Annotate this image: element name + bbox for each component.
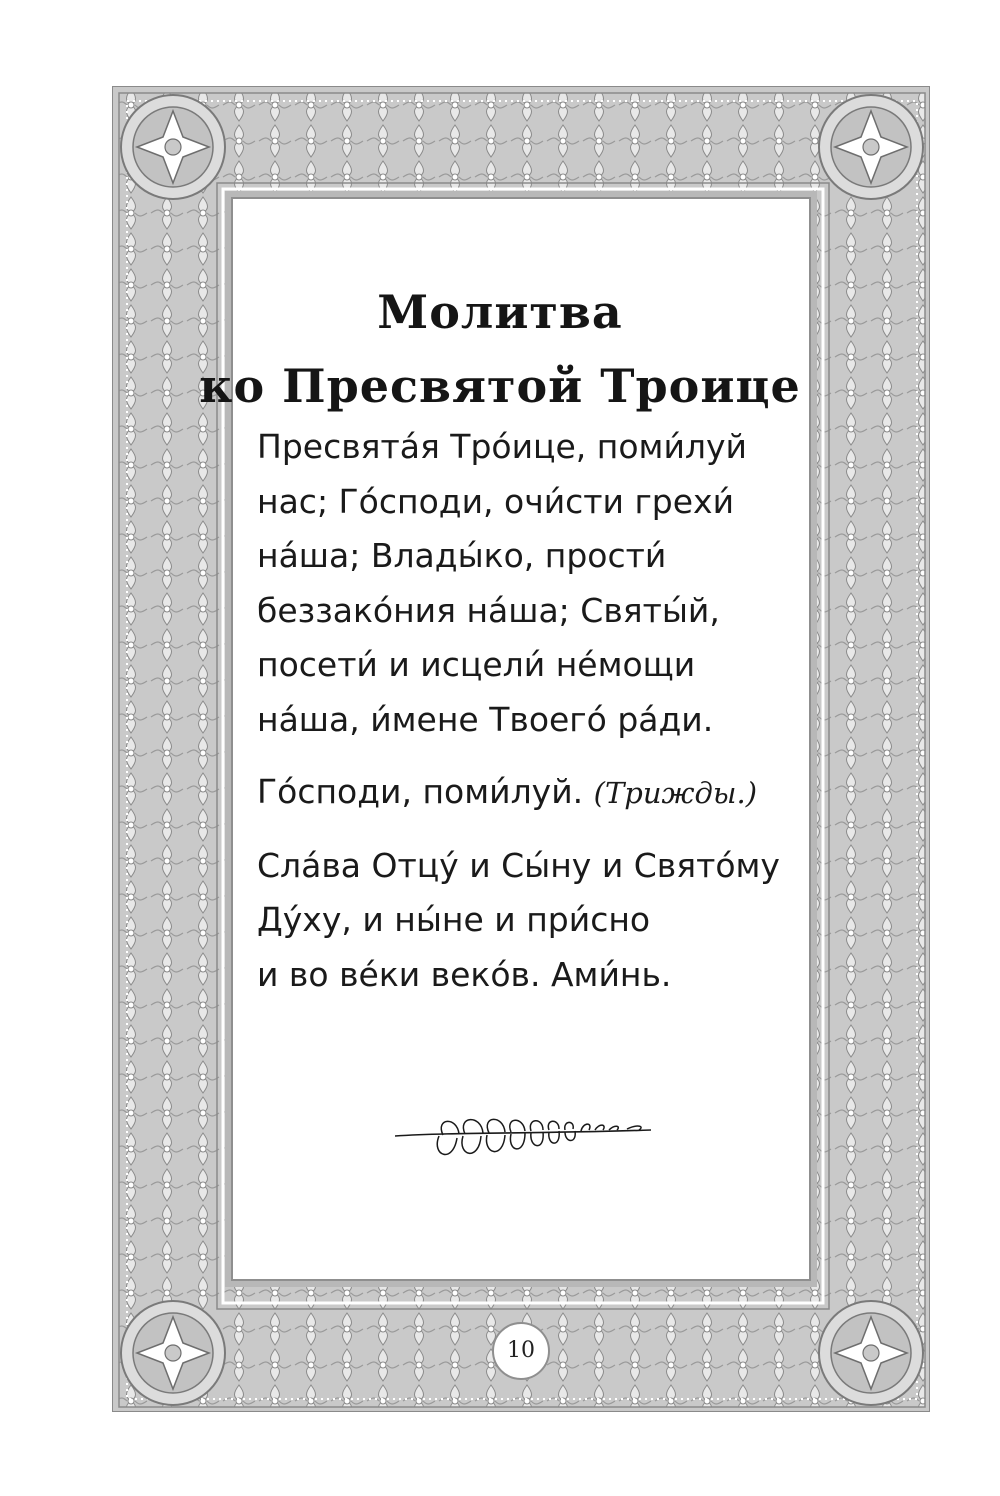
text-line: Сла́ва Отцу́ и Сы́ну и Свято́му [257, 845, 780, 885]
prayer-phrase: Го́споди, поми́луй. [257, 772, 584, 811]
text-line: Пресвята́я Тро́ице, поми́луй [257, 427, 747, 466]
text-line: и во ве́ки веко́в. Ами́нь. [257, 954, 672, 994]
laurel-branch-icon [395, 1108, 651, 1172]
rosette-ornament-icon [819, 95, 923, 199]
rosette-ornament-icon [121, 1301, 225, 1405]
text-line: беззако́ния на́ша; Святы́й, [257, 590, 720, 630]
page-number: 10 [492, 1322, 550, 1380]
text-line [257, 765, 797, 821]
rosette-ornament-icon [121, 95, 225, 199]
text-line: Ду́ху, и ны́не и при́сно [257, 900, 651, 939]
text-line: нас; Го́споди, очи́сти грехи́ [257, 481, 735, 521]
prayer-paragraph-1 [257, 420, 797, 747]
prayer-paragraph-2 [257, 765, 797, 821]
rosette-ornament-icon [819, 1301, 923, 1405]
text-line: на́ша; Влады́ко, прости́ [257, 536, 667, 575]
prayer-paragraph-3 [257, 839, 797, 1003]
page-title [0, 275, 1000, 423]
title-line-1: Молитва [377, 285, 623, 339]
prayer-body [257, 420, 797, 1002]
repeat-note: (Трижды.) [593, 776, 758, 810]
text-line: на́ша, и́мене Твоего́ ра́ди. [257, 699, 714, 739]
title-line-2: ко Пресвятой Троице [199, 359, 801, 413]
text-line: посети́ и исцели́ не́мощи [257, 645, 696, 684]
